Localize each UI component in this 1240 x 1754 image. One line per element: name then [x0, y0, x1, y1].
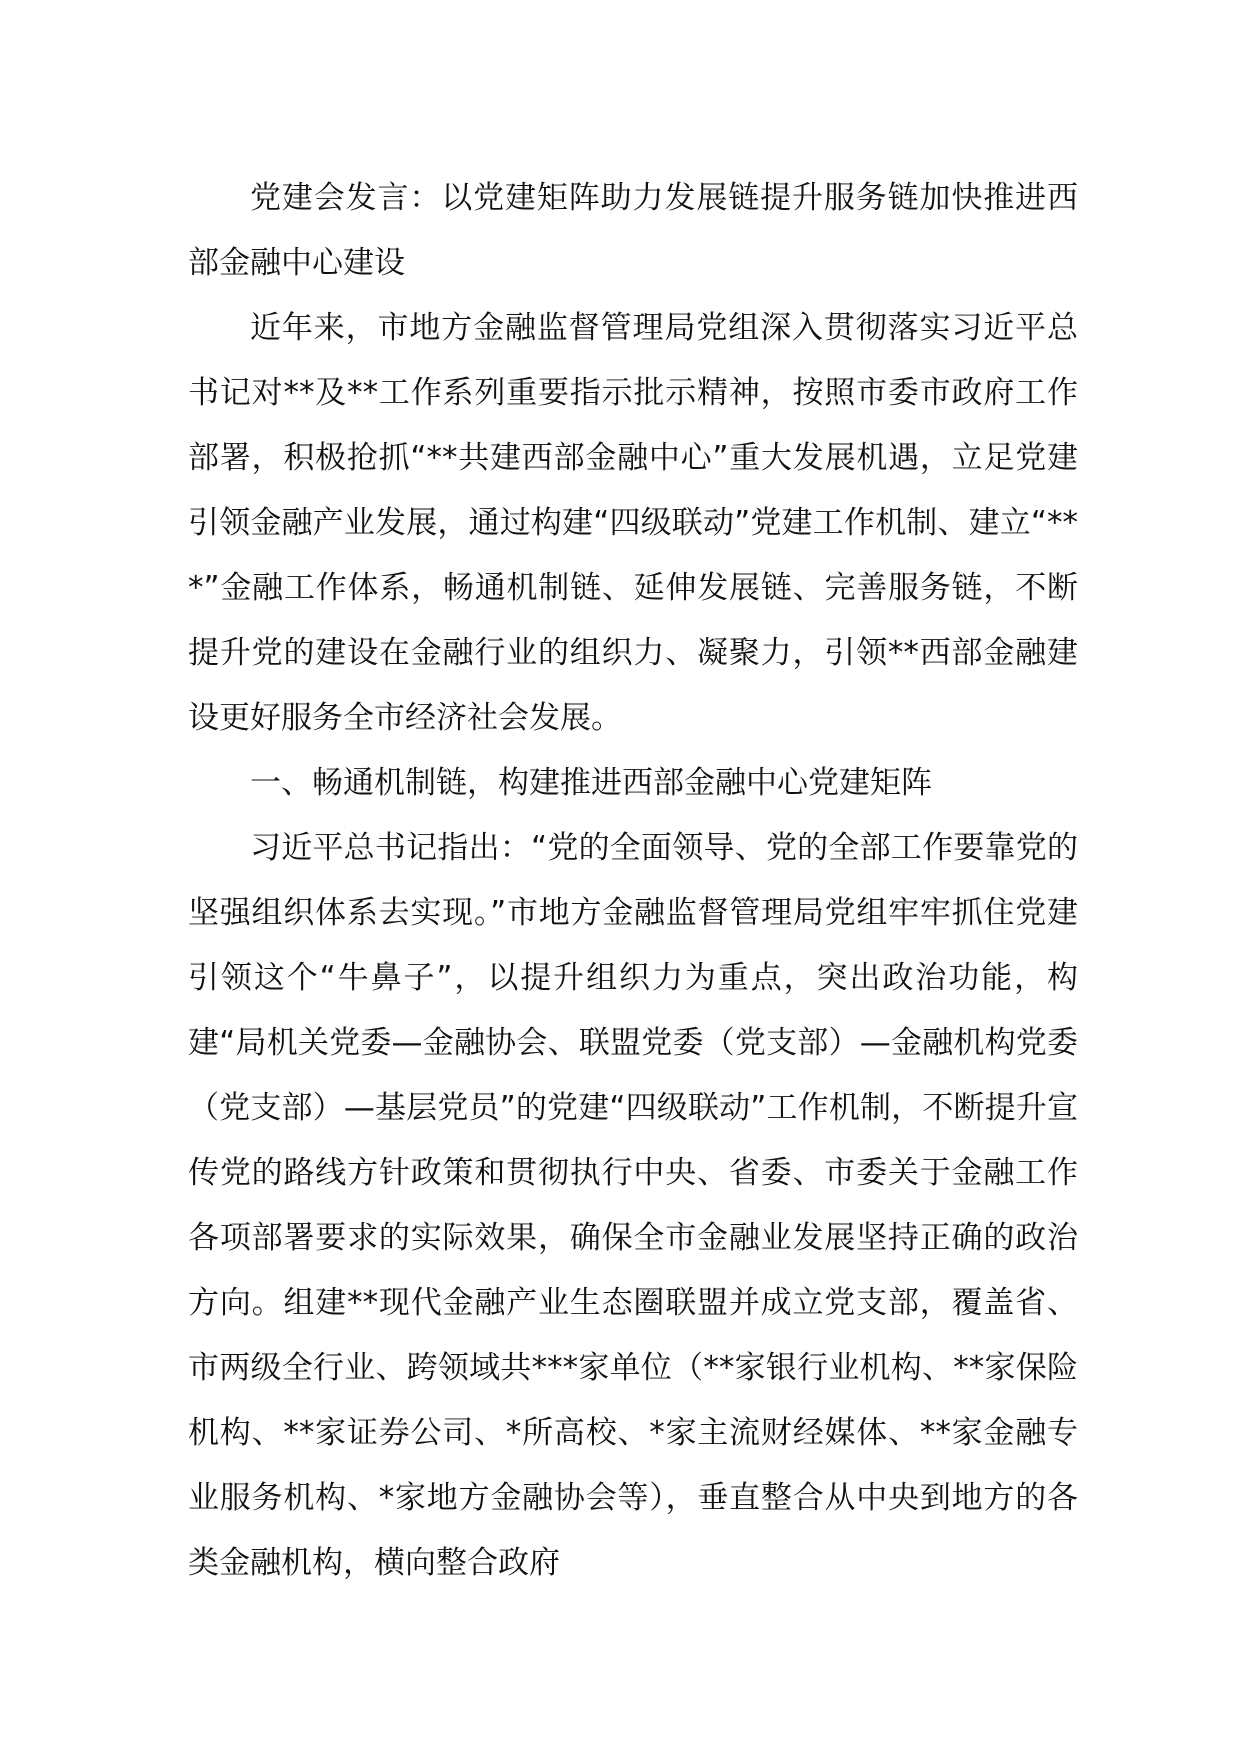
- section-heading-1: 一、畅通机制链，构建推进西部金融中心党建矩阵: [250, 765, 932, 801]
- document-title: 党建会发言：以党建矩阵助力发展链提升服务链加快推进西部金融中心建设: [188, 180, 1078, 281]
- paragraph-intro: 近年来，市地方金融监督管理局党组深入贯彻落实习近平总书记对**及**工作系列重要指示批示精神，按照市委市政府工作部署，积极抢抓“**共建西部金融中心”重大发展机遇，立足党建引领金融产业发展，通过构建“四级联动”党建工作机制、建立“***”金融工作体系，畅通机制链、延伸发展链、完善服务链，不断提升党的建设在金融行业的组织力、凝聚力，引领**西部金融建设更好服务全市经济社会发展。: [188, 310, 1078, 736]
- paragraph-section-1: 习近平总书记指出：“党的全面领导、党的全部工作要靠党的坚强组织体系去实现。”市地方金融监督管理局党组牢牢抓住党建引领这个“牛鼻子”，以提升组织力为重点，突出政治功能，构建“局机关党委—金融协会、联盟党委（党支部）—金融机构党委（党支部）—基层党员”的党建“四级联动”工作机制，不断提升宣传党的路线方针政策和贯彻执行中央、省委、市委关于金融工作各项部署要求的实际效果，确保全市金融业发展坚持正确的政治方向。组建**现代金融产业生态圈联盟并成立党支部，覆盖省、市两级全行业、跨领域共***家单位（**家银行业机构、**家保险机构、**家证券公司、*所高校、*家主流财经媒体、**家金融专业服务机构、*家地方金融协会等），垂直整合从中央到地方的各类金融机构，横向整合政府: [188, 830, 1078, 1581]
- document-body: [188, 166, 1078, 1596]
